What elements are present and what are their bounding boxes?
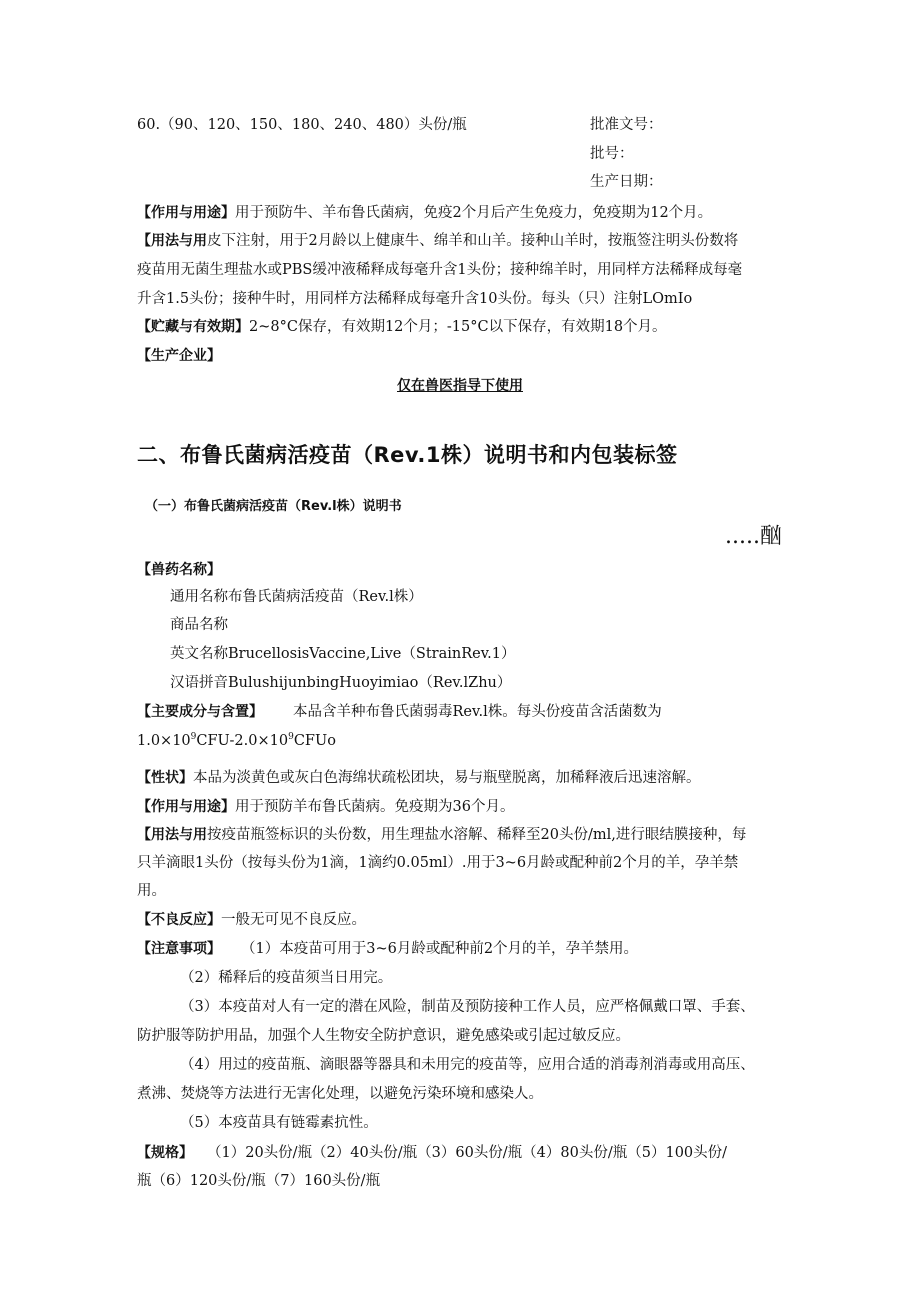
corner-mark: .....酗 <box>725 524 782 549</box>
dosage-section-1 <box>137 231 738 251</box>
composition-label: 【主要成分与含置】 <box>137 704 263 720</box>
note-1: （1）本疫苗可用于3~6月龄或配种前2个月的羊，孕羊禁用。 <box>241 941 639 957</box>
dosage-2-line-2: 只羊滴眼1头份（按每头份为1滴，1滴约0.05ml）.用于3~6月龄或配种前2个月的羊，孕羊禁 <box>137 855 739 871</box>
dosage-text-line-2: 疫苗用无菌生理盐水或PBS缓冲液稀释成每毫升含1头份；接种绵羊时，用同样方法稀释成每毫 <box>137 262 743 278</box>
drug-name-section <box>137 560 221 580</box>
trade-name: 商品名称 <box>170 617 228 633</box>
use-label: 【作用与用途】 <box>137 205 235 221</box>
appearance-label: 【性状】 <box>137 770 193 786</box>
drug-name-label: 【兽药名称】 <box>137 562 221 578</box>
composition-section <box>137 702 662 722</box>
section-title: 二、布鲁氏菌病活疫苗（Rev.1株）说明书和内包装标签 <box>137 443 678 467</box>
note-5: （5）本疫苗具有链霉素抗性。 <box>180 1115 378 1131</box>
use-label-2: 【作用与用途】 <box>137 799 235 815</box>
generic-name: 通用名称布鲁氏菌病活疫苗（Rev.l株） <box>170 589 423 605</box>
note-2: （2）稀释后的疫苗须当日用完。 <box>180 970 393 986</box>
spec-line: 60.（90、120、150、180、240、480）头份/瓶 <box>137 117 467 133</box>
vet-notice <box>0 376 920 396</box>
use-text: 用于预防牛、羊布鲁氏菌病，免疫2个月后产生免疫力，免疫期为12个月。 <box>235 205 713 221</box>
production-date-label: 生产日期： <box>590 174 663 190</box>
composition-exp-2: 9 <box>288 732 294 743</box>
pinyin-name: 汉语拼音BulushijunbingHuoyimiao（Rev.lZhu） <box>170 675 512 691</box>
approval-number-label: 批准文号： <box>590 117 663 133</box>
use-section-2 <box>137 797 514 817</box>
appearance-section <box>137 768 701 788</box>
dosage-2-line-3: 用。 <box>137 883 166 899</box>
manufacturer-label: 【生产企业】 <box>137 348 221 364</box>
use-text-2: 用于预防羊布鲁氏菌病。免疫期为36个月。 <box>235 799 515 815</box>
note-4-line-1: （4）用过的疫苗瓶、滴眼器等器具和未用完的疫苗等，应用合适的消毒剂消毒或用高压、 <box>180 1057 755 1073</box>
dosage-2-line-1: 按疫苗瓶签标识的头份数，用生理盐水溶解、稀释至20头份/ml,进行眼结膜接种，每 <box>207 827 747 843</box>
notes-section <box>137 939 638 959</box>
spec-text-line-1: （1）20头份/瓶（2）40头份/瓶（3）60头份/瓶（4）80头份/瓶（5）100头份/ <box>207 1145 728 1161</box>
appearance-text: 本品为淡黄色或灰白色海绵状疏松团块，易与瓶壁脱离，加稀释液后迅速溶解。 <box>193 770 701 786</box>
storage-section <box>137 317 667 337</box>
spec-text-line-2: 瓶（6）120头份/瓶（7）160头份/瓶 <box>137 1173 381 1189</box>
composition-count-part-1: 1.0×10 <box>137 733 191 749</box>
english-name: 英文名称BrucellosisVaccine,Live（StrainRev.1） <box>170 646 516 662</box>
dosage-section-2 <box>137 825 746 845</box>
spec-label: 【规格】 <box>137 1145 193 1161</box>
adverse-label: 【不良反应】 <box>137 912 221 928</box>
storage-text: 2~8°C保存，有效期12个月；-15°C以下保存，有效期18个月。 <box>249 319 667 335</box>
dosage-text-line-1: 皮下注射，用于2月龄以上健康牛、绵羊和山羊。接种山羊时，按瓶签注明头份数将 <box>207 233 739 249</box>
storage-label: 【贮藏与有效期】 <box>137 319 249 335</box>
composition-count-part-3: CFUo <box>293 733 336 749</box>
composition-count-part-2: CFU-2.0×10 <box>196 733 289 749</box>
dosage-text-line-3: 升含1.5头份；接种牛时，用同样方法稀释成每毫升含10头份。每头（只）注射LOmIo <box>137 291 693 307</box>
note-3-line-2: 防护服等防护用品，加强个人生物安全防护意识，避免感染或引起过敏反应。 <box>137 1028 630 1044</box>
adverse-section <box>137 910 366 930</box>
use-section-1 <box>137 203 712 223</box>
composition-text: 本品含羊种布鲁氏菌弱毒Rev.l株。每头份疫苗含活菌数为 <box>293 704 662 720</box>
vet-notice-text: 仅在兽医指导下使用 <box>397 378 523 394</box>
spec-section <box>137 1143 727 1163</box>
notes-label: 【注意事项】 <box>137 941 221 957</box>
batch-number-label: 批号： <box>590 146 634 162</box>
section-subtitle: （一）布鲁氏菌病活疫苗（Rev.l株）说明书 <box>145 499 402 514</box>
note-3-line-1: （3）本疫苗对人有一定的潜在风险，制苗及预防接种工作人员，应严格佩戴口罩、手套、 <box>180 999 755 1015</box>
composition-count <box>137 731 336 751</box>
manufacturer-section <box>137 346 221 366</box>
note-4-line-2: 煮沸、焚烧等方法进行无害化处理，以避免污染环境和感染人。 <box>137 1086 543 1102</box>
dosage-label: 【用法与用 <box>137 233 207 249</box>
adverse-text: 一般无可见不良反应。 <box>221 912 366 928</box>
dosage-label-2: 【用法与用 <box>137 827 207 843</box>
composition-exp-1: 9 <box>190 732 197 743</box>
